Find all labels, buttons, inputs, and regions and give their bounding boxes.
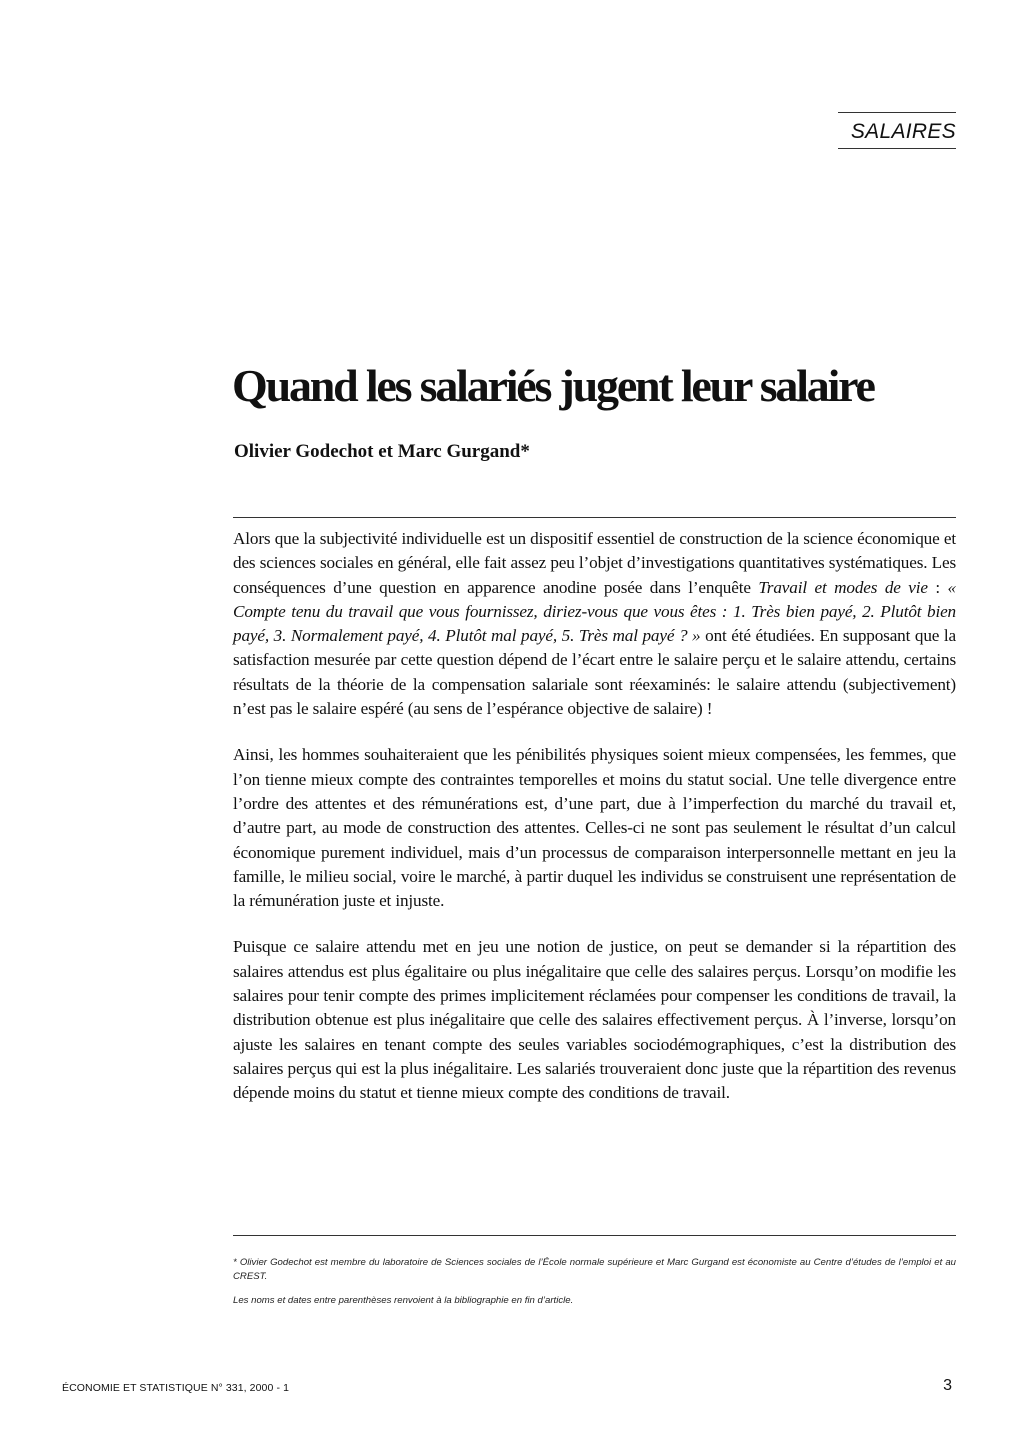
abstract-paragraph-1: [233, 527, 956, 721]
abstract-p1-text-c: ont été étudiées. En supposant que la satisfaction mesurée par cette question dépend de l’écart entre le salaire perçu et le salaire attendu, certains résultats de la théorie de la compensation salariale sont réexaminés: le salaire attendu (subjectivement) n’est pas le salaire espéré (au sens de l’espérance objective de salaire) !: [233, 626, 956, 719]
survey-question: « Compte tenu du travail que vous fournissez, diriez-vous que vous êtes : 1. Très bien payé, 2. Plutôt bien payé, 3. Normalement payé, 4. Plutôt mal payé, 5. Très mal payé ? »: [233, 577, 956, 646]
footnotes: [233, 1256, 956, 1319]
article-authors: Olivier Godechot et Marc Gurgand*: [234, 441, 530, 462]
author-footnote: * Olivier Godechot est membre du laboratoire de Sciences sociales de l’École normale supérieure et Marc Gurgand est économiste au Centre d’études de l’emploi et au CREST.: [233, 1257, 956, 1282]
abstract: [233, 517, 956, 1106]
survey-name: Travail et modes de vie: [758, 577, 928, 597]
article-title: Quand les salariés jugent leur salaire: [232, 360, 874, 411]
section-label: SALAIRES: [838, 112, 956, 149]
reference-footnote: Les noms et dates entre parenthèses renvoient à la bibliographie en fin d’article.: [233, 1295, 574, 1306]
abstract-paragraph-3: Puisque ce salaire attendu met en jeu une notion de justice, on peut se demander si la répartition des salaires attendus est plus égalitaire ou plus inégalitaire que celle des salaires perçus. Lorsqu’on modifie les salaires pour tenir compte des primes implicitement réclamées pour compenser les conditions de travail, la distribution obtenue est plus inégalitaire que celle des salaires effectivement perçus. À l’inverse, lorsqu’on ajuste les salaires en tenant compte des seules variables sociodémographiques, c’est la distribution des salaires perçus qui est la plus inégalitaire. Les salariés trouveraient donc juste que la répartition des revenus dépende moins du statut et tienne mieux compte des conditions de travail.: [233, 937, 956, 1103]
abstract-paragraph-2: Ainsi, les hommes souhaiteraient que les pénibilités physiques soient mieux compensées, les femmes, que l’on tienne mieux compte des contraintes temporelles et moins du statut social. Une telle divergence entre l’ordre des attentes et des rémunérations est, d’une part, due à l’imperfection du marché du travail et, d’autre part, au mode de construction des attentes. Celles-ci ne sont pas seulement le résultat d’un calcul économique purement individuel, mais d’un processus de comparaison interpersonnelle mettant en jeu la famille, le milieu social, voire le marché, à partir duquel les individus se construisent une représentation de la rémunération juste et injuste.: [233, 745, 956, 911]
abstract-bottom-rule: [233, 1235, 956, 1236]
abstract-p1-text-b: :: [927, 577, 948, 597]
abstract-p1-text-a: Alors que la subjectivité individuelle est un dispositif essentiel de construction de la science économique et des sciences sociales en général, elle fait assez peu l’objet d’investigations quantitatives systématiques. Les conséquences d’une question en apparence anodine posée dans l’enquête: [233, 529, 956, 597]
journal-reference: ÉCONOMIE ET STATISTIQUE N° 331, 2000 - 1: [62, 1382, 290, 1394]
page-number: 3: [943, 1377, 952, 1394]
